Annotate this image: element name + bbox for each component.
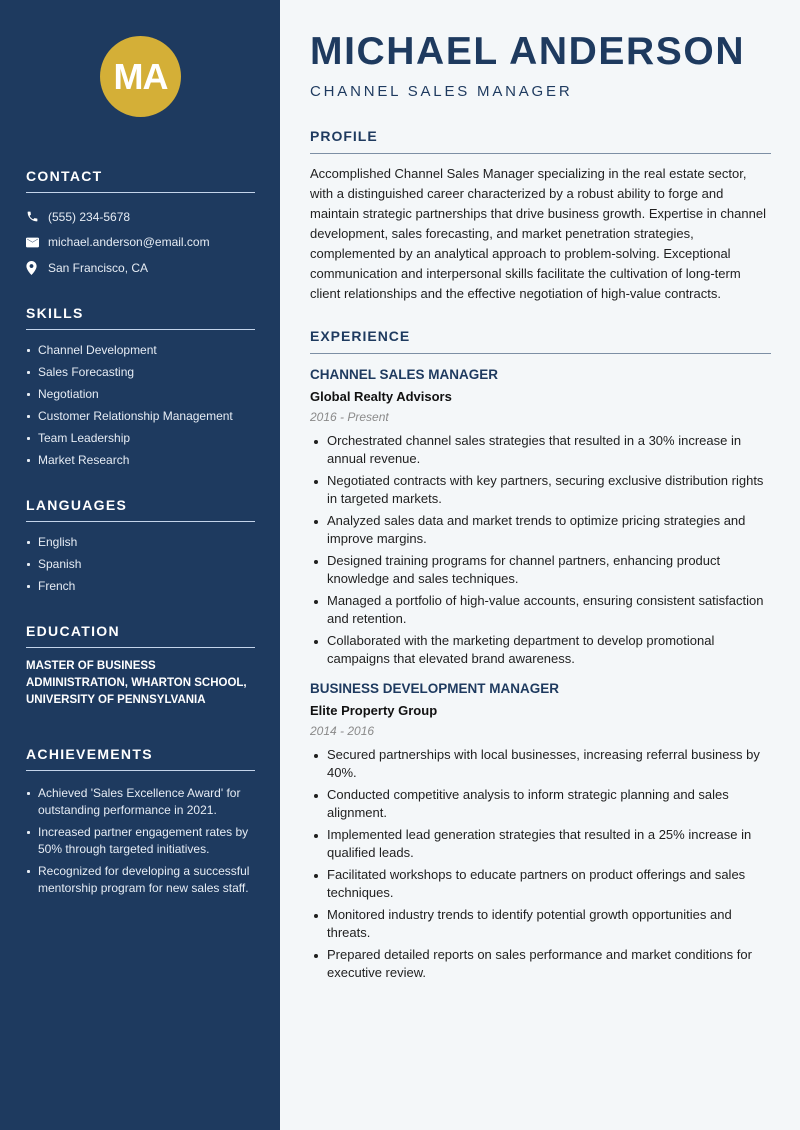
education-section (26, 623, 255, 709)
avatar: MA (100, 36, 181, 117)
candidate-title: CHANNEL SALES MANAGER (310, 83, 573, 100)
profile-section (310, 128, 771, 304)
job-bullet: Collaborated with the marketing department to develop promotional campaigns that elevated brand awareness. (310, 632, 771, 668)
contact-phone (26, 204, 255, 230)
languages-list (26, 531, 255, 597)
contact-email (26, 230, 255, 256)
sidebar (0, 0, 280, 1130)
achievements-section (26, 746, 255, 902)
profile-summary: Accomplished Channel Sales Manager specializing in the real estate sector, with a distinguished career characterized by a robust ability to forge and maintain strategic partnerships that drive business growth. Expertise in channel development, sales forecasting, and market penetration strategies, complemented by an analytical approach to problem-solving. Exceptional communication and interpersonal skills facilitate the cultivation of long-term client relationships and the effective negotiation of high-value contracts. (310, 166, 766, 301)
skill-item: Market Research (26, 449, 255, 471)
achievement-item: Achieved 'Sales Excellence Award' for outstanding performance in 2021. (26, 785, 255, 819)
job-title: CHANNEL SALES MANAGER (310, 367, 499, 382)
candidate-name: MICHAEL ANDERSON (310, 30, 746, 73)
skill-item: Team Leadership (26, 427, 255, 449)
languages-section (26, 497, 255, 597)
skill-item: Channel Development (26, 339, 255, 361)
achievement-item: Increased partner engagement rates by 50% through targeted initiatives. (26, 824, 255, 858)
job-dates: 2016 - Present (310, 410, 389, 424)
job-bullet: Implemented lead generation strategies that resulted in a 25% increase in qualified leads. (310, 826, 771, 862)
job-bullet: Managed a portfolio of high-value accounts, ensuring consistent satisfaction and retention. (310, 592, 771, 628)
experience-heading: EXPERIENCE (310, 328, 771, 354)
achievement-item: Recognized for developing a successful mentorship program for new sales staff. (26, 863, 255, 897)
email-text: michael.anderson@email.com (48, 235, 210, 250)
achievements-heading: ACHIEVEMENTS (26, 746, 255, 771)
skill-item: Negotiation (26, 383, 255, 405)
education-degree: MASTER OF BUSINESS ADMINISTRATION, WHARTON SCHOOL, UNIVERSITY OF PENNSYLVANIA (26, 660, 247, 706)
job-bullet: Monitored industry trends to identify potential growth opportunities and threats. (310, 906, 771, 942)
job-title: BUSINESS DEVELOPMENT MANAGER (310, 681, 560, 696)
email-icon (26, 237, 48, 248)
contact-list (26, 204, 255, 281)
job-bullet: Orchestrated channel sales strategies that resulted in a 30% increase in annual revenue. (310, 432, 771, 468)
job-bullets (310, 746, 771, 982)
skills-section (26, 305, 255, 471)
job-bullet: Prepared detailed reports on sales performance and market conditions for executive review. (310, 946, 771, 982)
skill-item: Customer Relationship Management (26, 405, 255, 427)
phone-text: (555) 234-5678 (48, 209, 131, 224)
skill-item: Sales Forecasting (26, 361, 255, 383)
job-bullet: Conducted competitive analysis to inform strategic planning and sales alignment. (310, 786, 771, 822)
education-heading: EDUCATION (26, 623, 255, 648)
job-bullet: Negotiated contracts with key partners, securing exclusive distribution rights in targeted markets. (310, 472, 771, 508)
contact-section (26, 168, 255, 281)
skills-list (26, 339, 255, 471)
contact-heading: CONTACT (26, 168, 255, 193)
job-bullet: Facilitated workshops to educate partners on product offerings and sales techniques. (310, 866, 771, 902)
job-company: Global Realty Advisors (310, 389, 452, 404)
job-bullets (310, 432, 771, 668)
profile-heading: PROFILE (310, 128, 771, 154)
contact-location (26, 255, 255, 281)
location-pin-icon (26, 261, 48, 275)
job-entry (310, 680, 771, 982)
job-bullet: Analyzed sales data and market trends to optimize pricing strategies and improve margins. (310, 512, 771, 548)
job-company: Elite Property Group (310, 703, 438, 718)
job-bullet: Secured partnerships with local businesses, increasing referral business by 40%. (310, 746, 771, 782)
language-item: English (26, 531, 255, 553)
phone-icon (26, 210, 48, 223)
achievements-list (26, 785, 255, 897)
job-bullet: Designed training programs for channel partners, enhancing product knowledge and sales techniques. (310, 552, 771, 588)
location-text: San Francisco, CA (48, 260, 149, 275)
languages-heading: LANGUAGES (26, 497, 255, 522)
language-item: Spanish (26, 553, 255, 575)
language-item: French (26, 575, 255, 597)
job-dates: 2014 - 2016 (310, 724, 375, 738)
job-entry (310, 366, 771, 668)
experience-section (310, 328, 771, 986)
skills-heading: SKILLS (26, 305, 255, 330)
